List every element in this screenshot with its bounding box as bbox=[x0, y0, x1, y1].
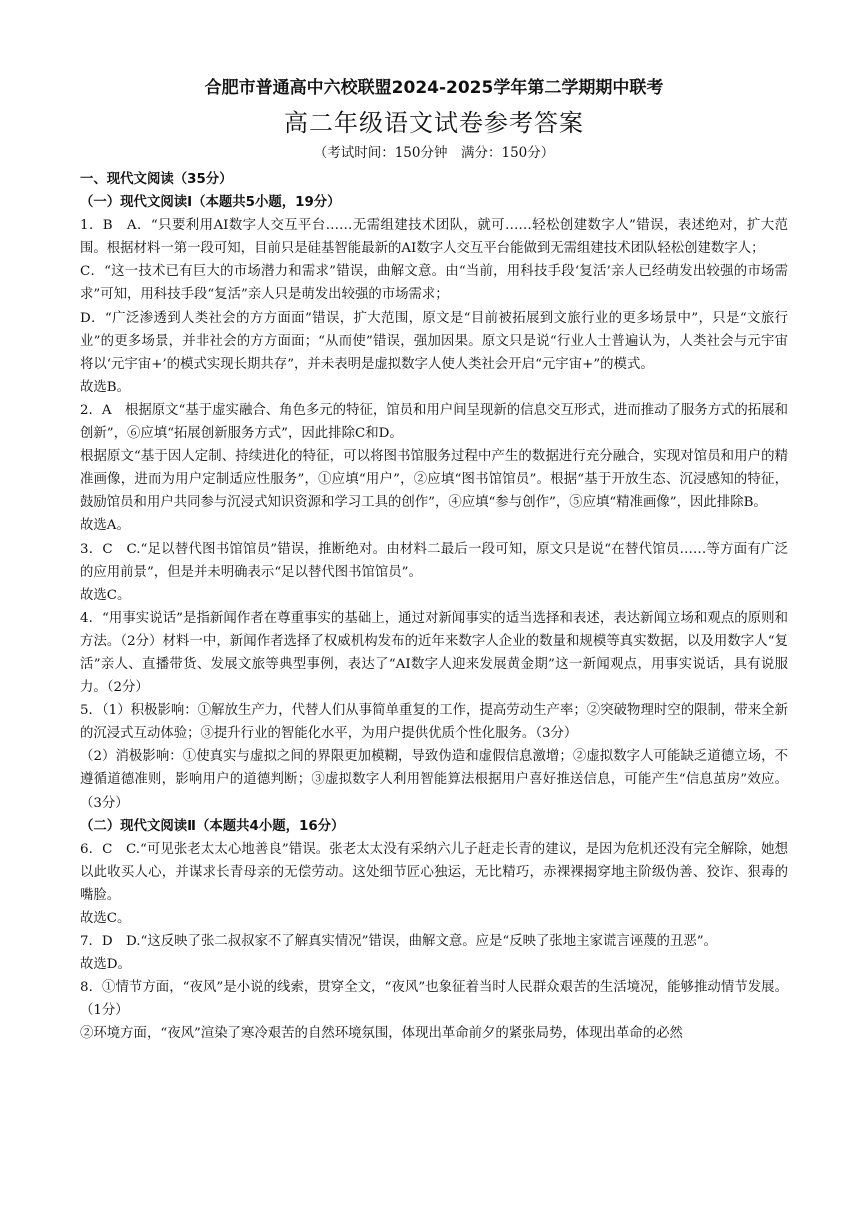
answer-paragraph: D．“广泛渗透到人类社会的方方面面”错误，扩大范围，原文是“目前被拓展到文旅行业的更多场景中”，只是“文旅行业”的更多场景，并非社会的方方面面；“从而使”错误，强加因果。原文只是说“行业人士普遍认为，人类社会与元宇宙将以‘元宇宙+’的模式实现长期共存”，并未表明是虚拟数字人使人类社会开启“元宇宙+”的模式。 bbox=[80, 310, 788, 372]
answer-paragraph: 2．A 根据原文“基于虚实融合、角色多元的特征，馆员和用户间呈现新的信息交互形式，进而推动了服务方式的拓展和创新”，⑥应填“拓展创新服务方式”，因此排除C和D。 bbox=[80, 402, 788, 442]
exam-title: 合肥市普通高中六校联盟2024-2025学年第二学期期中联考 bbox=[204, 78, 664, 98]
answer-paragraph: C．“这一技术已有巨大的市场潜力和需求”错误，曲解文意。由“当前，用科技手段‘复活’亲人已经萌发出较强的市场需求”可知，用科技手段“复活”亲人只是萌发出较强的市场需求； bbox=[80, 264, 788, 303]
answer-body bbox=[80, 168, 788, 1046]
answer-paragraph: 7．D D.“这反映了张二叔叔家不了解真实情况”错误，曲解文意。应是“反映了张地主家谎言诬蔑的丑恶”。 bbox=[80, 934, 717, 950]
answer-paragraph: 1．B A．“只要利用AI数字人交互平台……无需组建技术团队，就可……轻松创建数字人”错误，表述绝对，扩大范围。根据材料一第一段可知，目前只是硅基智能最新的AI数字人交互平台能做到无需组建技术团队轻松创建数字人； bbox=[80, 218, 788, 257]
answer-paragraph: 根据原文“基于因人定制、持续进化的特征，可以将图书馆服务过程中产生的数据进行充分融合，实现对馆员和用户的精准画像，进而为用户定制适应性服务”，①应填“用户”，②应填“图书馆馆员”。根据“基于开放生态、沉浸感知的特征，鼓励馆员和用户共同参与沉浸式知识资源和学习工具的创作”，④应填“参与创作”，⑤应填“精准画像”，因此排除B。 bbox=[80, 449, 788, 511]
answer-paragraph: 故选C。 bbox=[80, 911, 131, 926]
section-heading: 一、现代文阅读（35分） bbox=[80, 172, 233, 187]
answer-paragraph: 3．C C.“足以替代图书馆馆员”错误，推断绝对。由材料二最后一段可知，原文只是说“在替代馆员……等方面有广泛的应用前景”，但是并未明确表示“足以替代图书馆馆员”。 bbox=[80, 541, 788, 580]
answer-paragraph: 5．（1）积极影响：①解放生产力，代替人们从事简单重复的工作，提高劳动生产率；②突破物理时空的限制，带来全新的沉浸式互动体验；③提升行业的智能化水平，为用户提供优质个性化服务。（3分） bbox=[80, 703, 788, 742]
section-heading: （一）现代文阅读Ⅰ（本题共5小题，19分） bbox=[80, 195, 341, 211]
answer-paragraph: ②环境方面，“夜风”渲染了寒冷艰苦的自然环境氛围，体现出革命前夕的紧张局势，体现出革命的必然 bbox=[80, 1026, 683, 1042]
answer-paragraph: 故选A。 bbox=[80, 518, 130, 534]
exam-info: （考试时间：150分钟 满分：150分） bbox=[313, 145, 555, 161]
answer-paragraph: 8．①情节方面，“夜风”是小说的线索，贯穿全文，“夜风”也象征着当时人民群众艰苦的生活境况，能够推动情节发展。（1分） bbox=[80, 980, 788, 1019]
answer-paragraph: 故选B。 bbox=[80, 379, 131, 395]
answer-paragraph: 故选C。 bbox=[80, 587, 131, 603]
page-title: 高二年级语文试卷参考答案 bbox=[284, 109, 584, 137]
section-heading: （二）现代文阅读Ⅱ（本题共4小题，16分） bbox=[80, 818, 345, 834]
answer-paragraph: （2）消极影响：①使真实与虚拟之间的界限更加模糊，导致伪造和虚假信息激增；②虚拟数字人可能缺乏道德立场，不遵循道德准则，影响用户的道德判断；③虚拟数字人利用智能算法根据用户喜好推送信息，可能产生“信息茧房”效应。（3分） bbox=[80, 749, 788, 811]
answer-paragraph: 6．C C.“可见张老太太心地善良”错误。张老太太没有采纳六儿子赶走长青的建议，是因为危机还没有完全解除，她想以此收买人心，并谋求长青母亲的无偿劳动。这处细节匠心独运，无比精巧，赤裸裸揭穿地主阶级伪善、狡诈、狠毒的嘴脸。 bbox=[80, 841, 788, 903]
answer-paragraph: 4．“用事实说话”是指新闻作者在尊重事实的基础上，通过对新闻事实的适当选择和表述，表达新闻立场和观点的原则和方法。（2分）材料一中，新闻作者选择了权威机构发布的近年来数字人企业的数量和规模等真实数据，以及用数字人“复活”亲人、直播带货、发展文旅等典型事例，表达了“AI数字人迎来发展黄金期”这一新闻观点，用事实说话，具有说服力。（2分） bbox=[80, 610, 788, 696]
answer-paragraph: 故选D。 bbox=[80, 957, 131, 973]
